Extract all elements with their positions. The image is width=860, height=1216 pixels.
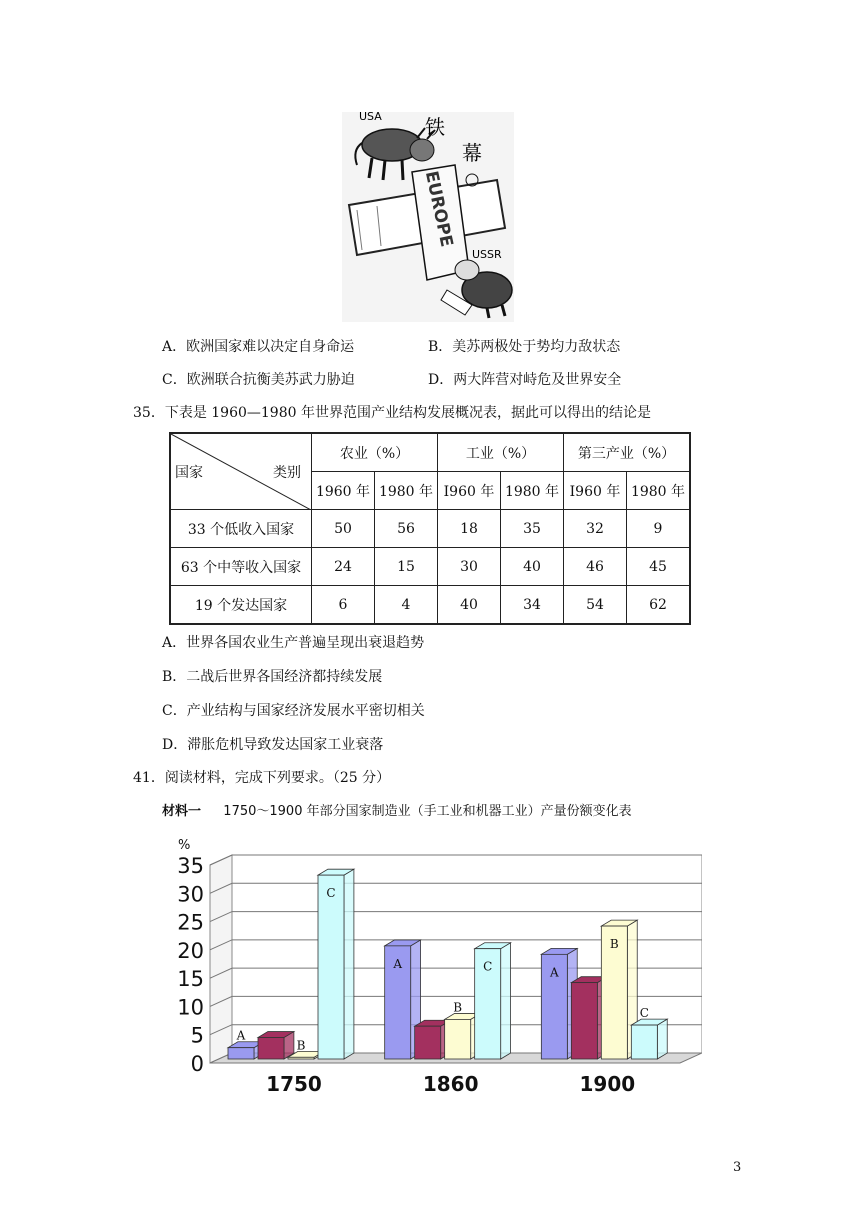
bar-label: B xyxy=(609,937,619,952)
q35-option-c: C．产业结构与国家经济发展水平密切相关 xyxy=(162,703,425,719)
table-cell: 9 xyxy=(627,510,691,548)
bar-label: A xyxy=(393,956,403,971)
q35-option-b: B．二战后世界各国经济都持续发展 xyxy=(162,669,383,685)
material-label: 材料一 xyxy=(162,804,202,819)
table-cell: 50 xyxy=(312,510,375,548)
table-cell: 18 xyxy=(438,510,501,548)
group-header: 工业（%） xyxy=(438,433,564,472)
y-axis-unit: % xyxy=(178,838,191,853)
material-heading xyxy=(162,802,632,822)
row-name: 33 个低收入国家 xyxy=(170,510,312,548)
curtain-char: 幕 xyxy=(462,141,482,165)
corner-left-label: 国家 xyxy=(175,465,203,481)
iron-char: 铁 xyxy=(425,115,445,139)
table-cell: 40 xyxy=(501,548,564,586)
bar-label: C xyxy=(483,959,493,974)
q35-stem: 35．下表是 1960—1980 年世界范围产业结构发展概况表，据此可以得出的结论是 xyxy=(133,405,651,421)
table-row xyxy=(170,510,690,548)
table-cell: 62 xyxy=(627,586,691,625)
bar xyxy=(258,1038,284,1059)
x-tick-label: 1750 xyxy=(266,1072,322,1095)
row-name: 19 个发达国家 xyxy=(170,586,312,625)
year-header: I960 年 xyxy=(564,472,627,510)
table-cell: 54 xyxy=(564,586,627,625)
q34-option-c: C．欧洲联合抗衡美苏武力胁迫 xyxy=(162,372,355,388)
table-row xyxy=(170,586,690,625)
y-tick-label: 0 xyxy=(190,1052,204,1076)
chart-side-wall xyxy=(210,855,232,1063)
x-tick-label: 1860 xyxy=(422,1072,479,1095)
bar-side xyxy=(501,943,511,1059)
bar-side xyxy=(344,869,354,1059)
table-row xyxy=(170,548,690,586)
q34-option-d: D．两大阵营对峙危及世界安全 xyxy=(428,372,622,388)
bar-label: B xyxy=(453,1000,463,1015)
bar xyxy=(631,1025,657,1059)
y-tick-label: 15 xyxy=(177,967,204,992)
manufacturing-share-chart xyxy=(172,835,702,1095)
industry-structure-table xyxy=(169,432,691,625)
bar xyxy=(571,983,597,1059)
table-cell: 45 xyxy=(627,548,691,586)
table-cell: 46 xyxy=(564,548,627,586)
table-corner-cell xyxy=(170,433,312,510)
table-cell: 15 xyxy=(375,548,438,586)
chart-svg xyxy=(172,835,702,1095)
y-tick-label: 25 xyxy=(177,910,204,935)
corner-right-label: 类别 xyxy=(273,465,301,481)
bar-label: B xyxy=(296,1038,306,1053)
table-cell: 40 xyxy=(438,586,501,625)
q34-option-a: A．欧洲国家难以决定自身命运 xyxy=(162,339,355,355)
y-tick-label: 20 xyxy=(177,938,204,963)
row-name: 63 个中等收入国家 xyxy=(170,548,312,586)
year-header: 1980 年 xyxy=(627,472,691,510)
bar xyxy=(318,875,344,1059)
q35-option-d: D．滞胀危机导致发达国家工业衰落 xyxy=(162,737,384,753)
table-cell: 30 xyxy=(438,548,501,586)
y-tick-label: 10 xyxy=(177,995,204,1020)
year-header: 1980 年 xyxy=(375,472,438,510)
group-header: 农业（%） xyxy=(312,433,438,472)
year-header: I960 年 xyxy=(438,472,501,510)
year-header: 1980 年 xyxy=(501,472,564,510)
y-tick-label: 5 xyxy=(190,1023,204,1048)
table-cell: 35 xyxy=(501,510,564,548)
material-title: 1750～1900 年部分国家制造业（手工业和机器工业）产量份额变化表 xyxy=(223,804,632,819)
year-header: 1960 年 xyxy=(312,472,375,510)
ussr-label: USSR xyxy=(472,248,502,261)
x-tick-label: 1900 xyxy=(579,1072,636,1095)
table-cell: 32 xyxy=(564,510,627,548)
bar-label: A xyxy=(549,965,559,980)
q35-option-a: A．世界各国农业生产普遍呈现出衰退趋势 xyxy=(162,635,425,651)
table-cell: 4 xyxy=(375,586,438,625)
iron-curtain-cartoon xyxy=(337,110,517,325)
page-number: 3 xyxy=(733,1160,742,1175)
table-cell: 24 xyxy=(312,548,375,586)
bar xyxy=(445,1019,471,1059)
bar xyxy=(228,1048,254,1059)
bar-side xyxy=(657,1019,667,1059)
bar-label: A xyxy=(236,1028,246,1043)
y-tick-label: 30 xyxy=(177,882,204,907)
q34-option-b: B．美苏两极处于势均力敌状态 xyxy=(428,339,621,355)
group-header: 第三产业（%） xyxy=(564,433,691,472)
usa-label: USA xyxy=(359,110,382,123)
bar xyxy=(415,1026,441,1059)
bar xyxy=(288,1057,314,1059)
bar-label: C xyxy=(639,1006,649,1021)
europe-label: EUROPE xyxy=(420,169,457,249)
table-cell: 34 xyxy=(501,586,564,625)
table-cell: 56 xyxy=(375,510,438,548)
table-cell: 6 xyxy=(312,586,375,625)
bar-label: C xyxy=(326,886,336,901)
q41-stem: 41．阅读材料，完成下列要求。（25 分） xyxy=(133,770,391,786)
y-tick-label: 35 xyxy=(177,854,204,878)
